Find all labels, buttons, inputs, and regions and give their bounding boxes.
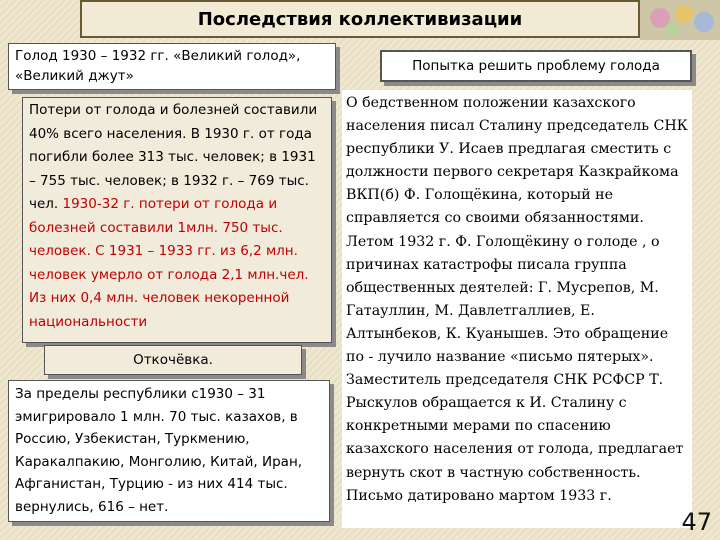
emigration-heading: Откочёвка. xyxy=(133,352,213,368)
attempt-heading: Попытка решить проблему голода xyxy=(412,58,660,74)
famine-losses-box xyxy=(22,97,332,343)
page-title-text: Последствия коллективизации xyxy=(197,8,523,30)
famine-heading-box xyxy=(8,43,336,90)
attempt-text: О бедственном положении казахского населения писал Сталину председатель СНК республики У. Исаев предлагая сместить с должности первого секретаря Казкрайкома ВКП(б) Ф. Голощёкина, который не справляется со своими обязанностями. Летом 1932 г. Ф. Голощёкину о голоде , о причинах катастрофы писала группа общественных деятелей: Г. Мусрепов, М. Гатауллин, М. Давлетгаллиев, Е. Алтынбеков, К. Куанышев. Это обращение по - лучило название «письмо пятерых». Заместитель председателя СНК РСФСР Т. Рыскулов обращается к И. Сталину с конкретными мерами по спасению казахского населения от голода, предлагает вернуть скот в частную собственность. Письмо датировано мартом 1933 г. xyxy=(346,95,688,504)
page-title xyxy=(80,0,640,38)
attempt-heading-box xyxy=(380,50,692,82)
decorative-flowers-image xyxy=(640,0,720,40)
famine-losses-text: Потери от голода и болезней составили 40% всего населения. В 1930 г. от года погибли более 313 тыс. человек; в 1931 – 755 тыс. человек; в 1932 г. – 769 тыс. чел. xyxy=(29,102,318,212)
famine-losses-red-text: 1930-32 г. потери от голода и болезней составили 1млн. 750 тыс. человек. С 1931 – 1933 гг. из 6,2 млн. человек умерло от голода 2,1 млн.чел. Из них 0,4 млн. человек некоренной национальности xyxy=(29,196,309,330)
page-number: 47 xyxy=(681,508,712,536)
emigration-text: За пределы республики с1930 – 31 эмигрировало 1 млн. 70 тыс. казахов, в Россию, Узбекистан, Туркмению, Каракалпакию, Монголию, Китай, Иран, Афганистан, Турцию - из них 414 тыс. вернулись, 616 – нет. xyxy=(15,386,303,515)
emigration-text-box xyxy=(8,380,330,522)
famine-heading: Голод 1930 – 1932 гг. «Великий голод», «Великий джут» xyxy=(15,48,301,84)
emigration-heading-box xyxy=(44,345,302,375)
attempt-text-box xyxy=(342,90,692,528)
